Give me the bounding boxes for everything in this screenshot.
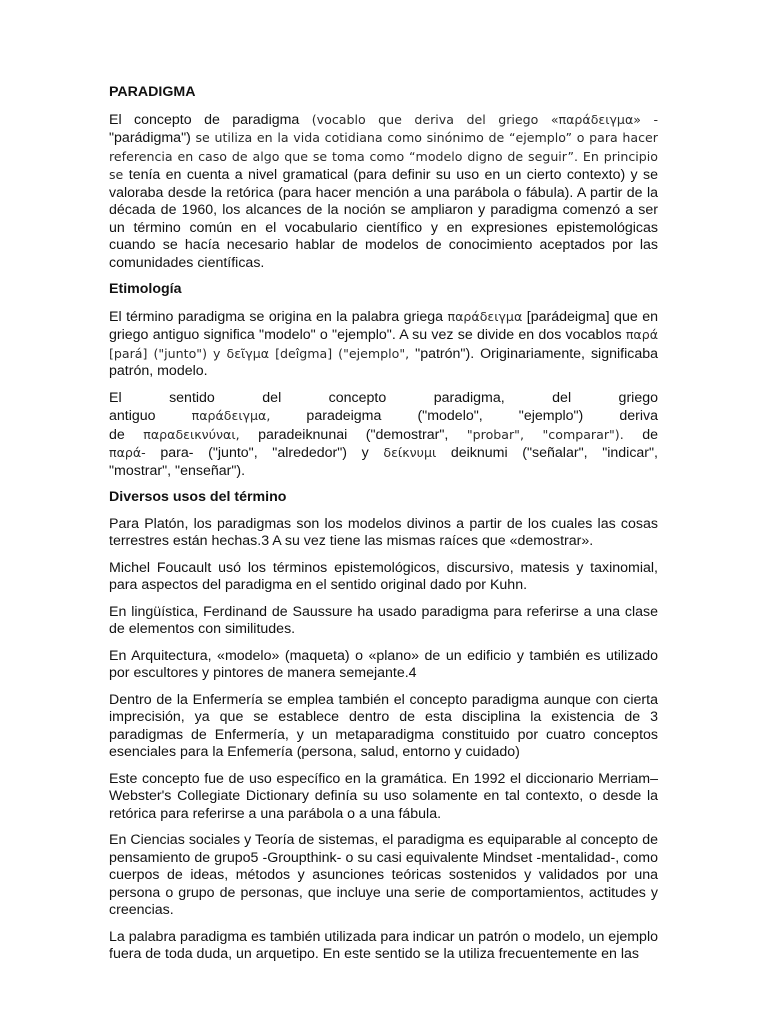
paragraph-etimologia <box>109 308 658 381</box>
etim-text-e: "patrón"). Originariamente, significaba patrón, modelo. <box>109 345 658 379</box>
intro-text-d: se utiliza en la vida cotidiana como sinónimo de “ejemplo” o para hacer referencia en caso de algo que se toma como “modelo digno de seguir”. En principio se <box>109 130 658 182</box>
sentido-l2-greek: παράδειγμα, <box>191 408 271 423</box>
document-body <box>109 84 658 964</box>
document-title: PARADIGMA <box>109 84 196 100</box>
sentido-l3-d: "probar", "comparar"). <box>466 426 624 442</box>
paragraph-sentido <box>109 390 658 481</box>
sentido-l4-d: deiknumi ("señalar", "indicar", <box>436 445 659 461</box>
paragraph-foucault: Michel Foucault usó los términos epistemológicos, discursivo, matesis y taxinomial, para aspectos del paradigma en el sentido original dado por Kuhn. <box>109 559 658 593</box>
sentido-l2-c: paradeigma ("modelo", "ejemplo") deriva <box>270 408 658 424</box>
paragraph-intro <box>109 111 658 273</box>
intro-text-c: "parádigma") <box>109 130 191 146</box>
paragraph-patron: La palabra paradigma es también utilizada para indicar un patrón o modelo, un ejemplo fuera de toda duda, un arquetipo. En este sentido se la utiliza frecuentemente en las <box>109 928 658 962</box>
paragraph-arquitectura: En Arquitectura, «modelo» (maqueta) o «plano» de un edificio y también es utilizado por escultores y pintores de manera semejante.4 <box>109 647 658 681</box>
heading-diversos-usos: Diversos usos del término <box>109 489 287 505</box>
sentido-line-3 <box>109 426 658 445</box>
intro-text-a: El concepto de paradigma <box>109 111 312 128</box>
sentido-l3-c: paradeiknunai ("demostrar", <box>239 426 467 443</box>
etim-greek-paradeigma: παράδειγμα <box>447 308 523 324</box>
sentido-l4-greek-c: δείκνυμι <box>383 445 437 460</box>
sentido-line-2 <box>109 407 658 426</box>
sentido-l3-greek: παραδεικνύναι, <box>143 426 240 442</box>
intro-text-b: (vocablo que deriva del griego «παράδειγμα» - <box>311 111 658 127</box>
sentido-line-1: El sentido del concepto paradigma, del griego <box>109 389 658 406</box>
intro-text-e: tenía en cuenta a nivel gramatical (para definir su uso en un cierto contexto) y se valoraba desde la retórica (para hacer mención a una parábola o fábula). A partir de la década de 1960, los alcances de la noción se ampliaron y paradigma comenzó a ser un término común en el vocabulario científico y en expresiones epistemológicas cuando se hacía necesario hablar de modelos de conocimiento aceptados por las comunidades científicas. <box>109 167 658 271</box>
sentido-l2-a: antiguo <box>109 408 192 424</box>
sentido-l4-b: para- ("junto", "alrededor") y <box>145 445 384 461</box>
etim-text-c: [parádeigma] que en griego antiguo significa "modelo" o "ejemplo". A su vez se divide en dos vocablos <box>109 308 658 343</box>
sentido-line-5: "mostrar", "enseñar"). <box>109 462 246 479</box>
paragraph-ciencias-sociales: En Ciencias sociales y Teoría de sistemas, el paradigma es equiparable al concepto de pensamiento de grupo5 -Groupthink- o su casi equivalente Mindset -mentalidad-, como cuerpos de ideas, métodos y asunciones teóricas sostenidos y validados por una persona o grupo de personas, que incluye una serie de comportamientos, actitudes y creencias. <box>109 832 658 918</box>
sentido-l4-greek-a: παρά- <box>109 445 146 460</box>
sentido-line-4 <box>109 444 658 463</box>
sentido-l3-a: de <box>109 426 144 443</box>
paragraph-platon: Para Platón, los paradigmas son los modelos divinos a partir de los cuales las cosas terrestres están hechas.3 A su vez tiene las mismas raíces que «demostrar». <box>109 515 658 549</box>
etim-text-d: παρά [pará] ("junto") y δεῖγμα [deîgma] ("ejemplo", <box>109 327 658 361</box>
heading-etimologia: Etimología <box>109 281 182 297</box>
sentido-l3-e: de <box>623 426 658 443</box>
paragraph-linguistica: En lingüística, Ferdinand de Saussure ha usado paradigma para referirse a una clase de elementos con similitudes. <box>109 603 658 637</box>
paragraph-enfermeria: Dentro de la Enfermería se emplea también el concepto paradigma aunque con cierta imprecisión, ya que se establece dentro de esta disciplina la existencia de 3 paradigmas de Enfermería, y un metaparadigma constituido por cuatro conceptos esenciales para la Enfemería (persona, salud, entorno y cuidado) <box>109 691 658 760</box>
paragraph-gramatica: Este concepto fue de uso específico en la gramática. En 1992 el diccionario Merriam–Webster's Collegiate Dictionary definía su uso solamente en tal contexto, o desde la retórica para referirse a una parábola o a una fábula. <box>109 770 658 822</box>
etim-text-a: El término paradigma se origina en la palabra griega <box>109 308 448 325</box>
